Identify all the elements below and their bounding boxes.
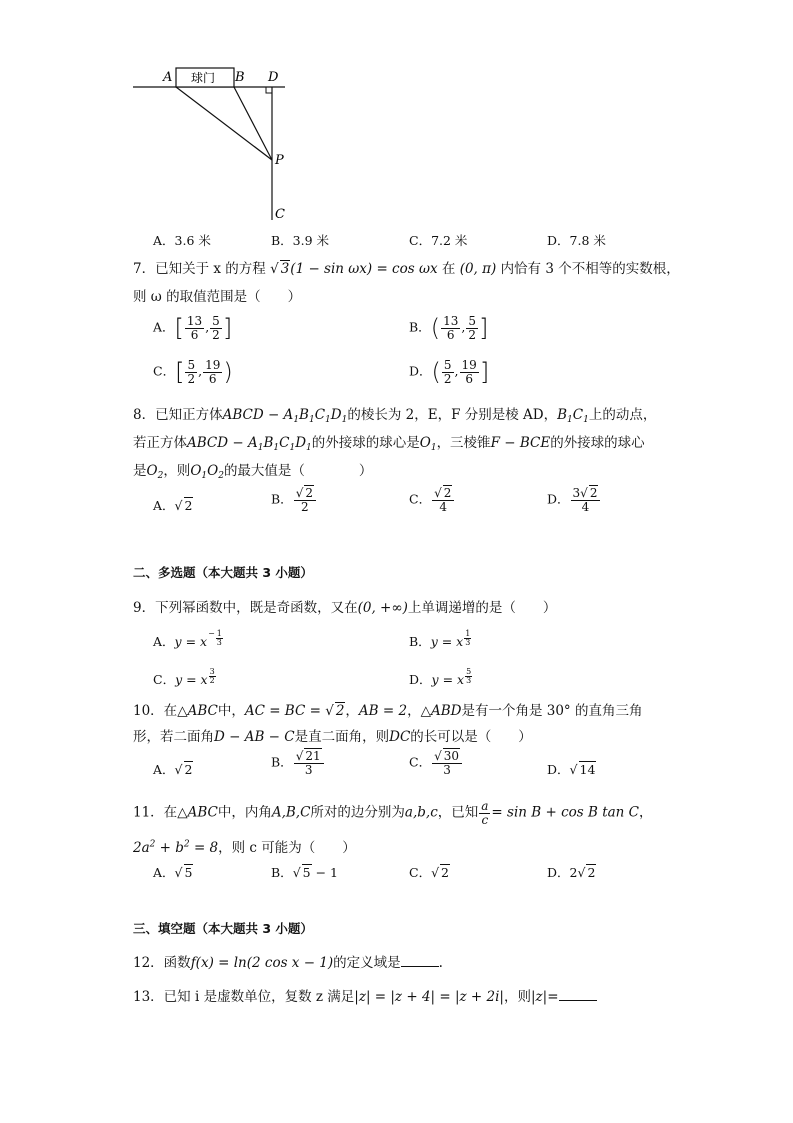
section-heading-multiple-choice: 二、多选题（本大题共 3 小题）	[133, 565, 313, 580]
q6-option-b[interactable]: B．3.9 米	[271, 233, 330, 248]
q11-option-a[interactable]: A．√ 5	[153, 865, 193, 880]
q10-option-d[interactable]: D．√ 14	[547, 762, 596, 777]
q6-option-c[interactable]: C．7.2 米	[409, 233, 468, 248]
q10-option-c[interactable]: C． $\frac{√ 30}{3}$	[409, 750, 463, 776]
q6-option-d[interactable]: D．7.8 米	[547, 233, 606, 248]
q6-option-a[interactable]: A．3.6 米	[153, 233, 211, 248]
right-angle-mark	[266, 87, 272, 93]
section-heading-fill-in: 三、填空题（本大题共 3 小题）	[133, 921, 313, 936]
q7-option-a[interactable]: A．[ $\frac{13}{6}$ , $\frac{5}{2}$ ]	[153, 313, 233, 342]
q11-stem-line2: $2a^2 + b^2 = 8$，则 c 可能为（ ）	[133, 839, 356, 856]
q9-stem: 9．下列幂函数中，既是奇函数，又在(0, +∞)上单调递增的是（ ）	[133, 600, 557, 616]
q8-stem-line1: 8．已知正方体ABCD − $A_1B_1C_1D_1$的棱长为 2，E，F 分别是棱 AD，$B_1C_1$上的动点，	[133, 407, 657, 425]
q12-stem: 12．函数f(x) = ln(2 cos x − 1)的定义域是 .	[133, 955, 443, 971]
q9-option-b[interactable]: B．y = x $\frac{1}{3}$	[409, 629, 471, 649]
q7-stem-line2: 则 ω 的取值范围是（ ）	[133, 289, 302, 305]
point-c: C	[275, 207, 285, 222]
q13-answer-blank[interactable]	[559, 988, 597, 1001]
q7-option-c[interactable]: C．[ $\frac{5}{2}$ , $\frac{19}{6}$ )	[153, 357, 233, 386]
q10-option-b[interactable]: B． $\frac{√ 21}{3}$	[271, 750, 325, 776]
goal-label: 球门	[191, 71, 216, 85]
line-bp	[234, 87, 272, 160]
goal-geometry-figure	[125, 60, 305, 230]
point-a: A	[163, 70, 173, 85]
q10-stem-line2: 形，若二面角D − AB − C是直二面角，则DC的长可以是（ ）	[133, 729, 532, 745]
point-p: P	[275, 153, 284, 168]
q7-option-d[interactable]: D．( $\frac{5}{2}$ , $\frac{19}{6}$ ]	[409, 357, 490, 386]
point-b: B	[235, 70, 245, 85]
q10-option-a[interactable]: A．√ 2	[153, 762, 193, 777]
q11-option-b[interactable]: B．√ 5 − 1	[271, 865, 338, 880]
q11-option-d[interactable]: D．2√ 2	[547, 865, 596, 880]
q7-stem-line1: 7．已知关于 x 的方程 √ 3(1 − sin ωx) = cos ωx 在 (0, π) 内恰有 3 个不相等的实数根，	[133, 261, 680, 277]
q13-stem: 13．已知 i 是虚数单位，复数 z 满足|z| = |z + 4| = |z + 2i|，则|z|=	[133, 985, 597, 1005]
point-d: D	[268, 70, 279, 85]
q8-option-d[interactable]: D． $\frac{3√ 2}{4}$	[547, 487, 601, 513]
q8-option-a[interactable]: A．√ 2	[153, 498, 193, 513]
q12-answer-blank[interactable]	[401, 954, 439, 967]
q8-option-c[interactable]: C． $\frac{√ 2}{4}$	[409, 487, 455, 513]
q11-stem-line1: 11．在△ABC中，内角A,B,C所对的边分别为a,b,c，已知 $\frac{a}{c}$ = sin B + cos B tan C，	[133, 799, 653, 827]
q9-option-c[interactable]: C．y = x $\frac{3}{2}$	[153, 667, 215, 687]
q8-stem-line3: 是$O_2$，则$O_1O_2$的最大值是（ ）	[133, 463, 373, 481]
q8-option-b[interactable]: B． $\frac{√ 2}{2}$	[271, 487, 317, 513]
q9-option-d[interactable]: D．y = x $\frac{5}{3}$	[409, 667, 472, 687]
q7-option-b[interactable]: B．( $\frac{13}{6}$ , $\frac{5}{2}$ ]	[409, 313, 489, 342]
q8-stem-line2: 若正方体ABCD − $A_1B_1C_1D_1$的外接球的球心是$O_1$，三棱锥F − BCE的外接球的球心	[133, 435, 645, 453]
q9-option-a[interactable]: A．y = x − $\frac{1}{3}$	[153, 629, 222, 649]
line-ap	[176, 87, 272, 160]
q10-stem-line1: 10．在△ABC中，AC = BC = √ 2，AB = 2，△ABD是有一个角是 30° 的直角三角	[133, 703, 643, 719]
q11-option-c[interactable]: C．√ 2	[409, 865, 449, 880]
